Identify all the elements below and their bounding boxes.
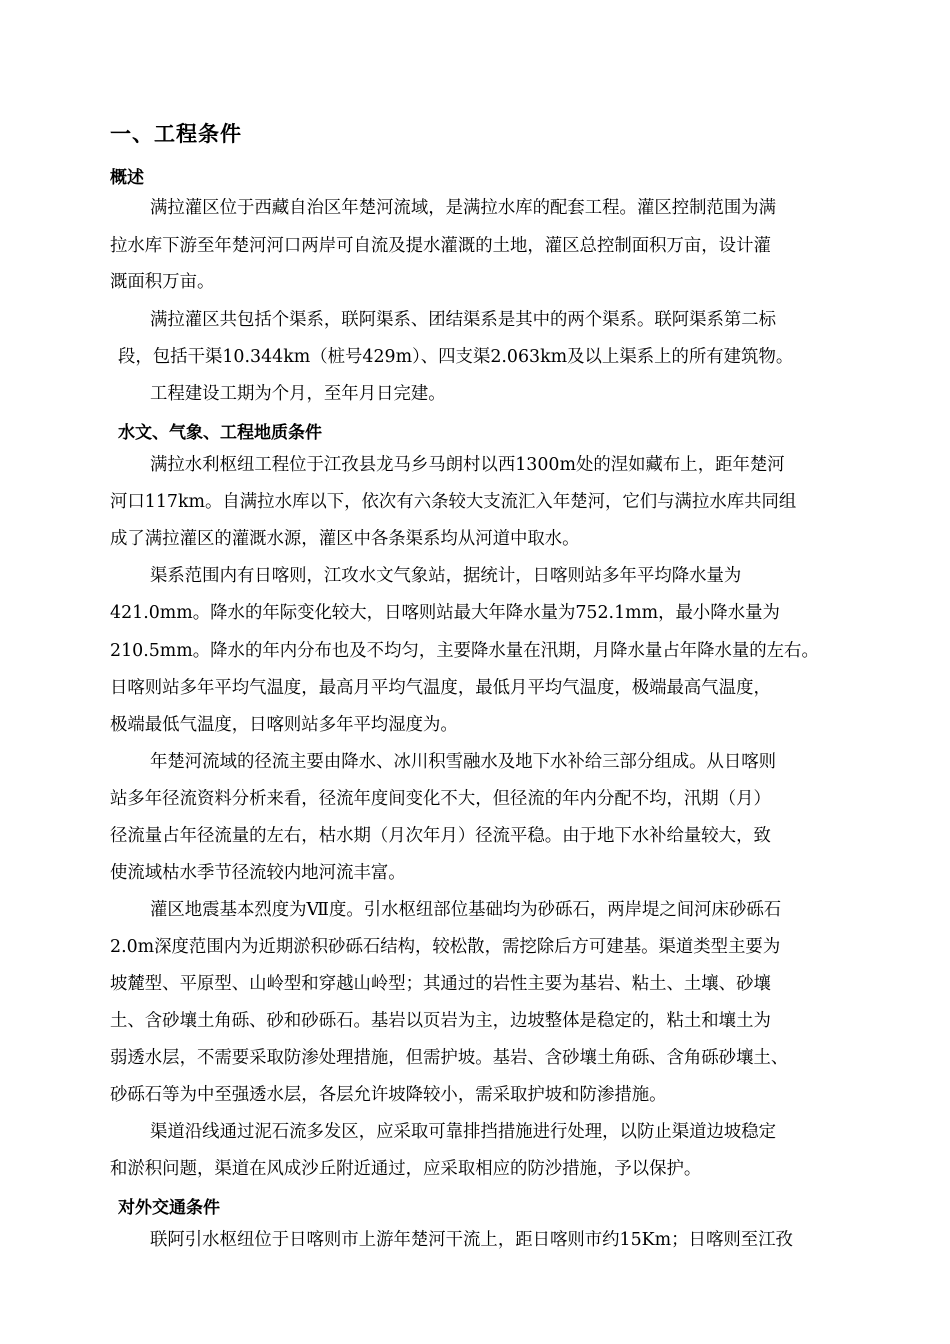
text-line: 坡麓型、平原型、山岭型和穿越山岭型；其通过的岩性主要为基岩、粘土、土壤、砂壤 xyxy=(110,974,771,994)
text-line: 砂砾石等为中至强透水层，各层允许坡降较小，需采取护坡和防渗措施。 xyxy=(110,1085,667,1105)
text-line: 年楚河流域的径流主要由降水、冰川积雪融水及地下水补给三部分组成。从日喀则 xyxy=(150,752,777,772)
text-line: 渠道沿线通过泥石流多发区，应采取可靠排挡措施进行处理，以防止渠道边坡稳定 xyxy=(150,1122,777,1142)
text-line: 工程建设工期为个月，至年月日完建。 xyxy=(150,384,446,404)
subheading-hydro: 水文、气象、工程地质条件 xyxy=(118,423,322,443)
text-line: 灌区地震基本烈度为Ⅶ度。引水枢纽部位基础均为砂砾石，两岸堤之间河床砂砾石 xyxy=(150,900,782,920)
text-line: 2.0m深度范围内为近期淤积砂砾石结构，较松散，需挖除后方可建基。渠道类型主要为 xyxy=(110,937,781,957)
text-line: 土、含砂壤土角砾、砂和砂砾石。基岩以页岩为主，边坡整体是稳定的，粘土和壤土为 xyxy=(110,1011,771,1031)
text-line: 段，包括干渠10.344km（桩号429m）、四支渠2.063km及以上渠系上的所有建筑物。 xyxy=(118,347,794,367)
text-line: 弱透水层，不需要采取防渗处理措施，但需护坡。基岩、含砂壤土角砾、含角砾砂壤土、 xyxy=(110,1048,789,1068)
text-line: 和淤积问题，渠道在风成沙丘附近通过，应采取相应的防沙措施，予以保护。 xyxy=(110,1159,702,1179)
text-line: 日喀则站多年平均气温度，最高月平均气温度，最低月平均气温度，极端最高气温度， xyxy=(110,678,771,698)
subheading-transport: 对外交通条件 xyxy=(118,1198,220,1218)
text-line: 径流量占年径流量的左右，枯水期（月次年月）径流平稳。由于地下水补给量较大，致 xyxy=(110,826,771,846)
text-line: 满拉水利枢纽工程位于江孜县龙马乡马朗村以西1300m处的涅如藏布上，距年楚河 xyxy=(150,455,785,475)
text-line: 使流域枯水季节径流较内地河流丰富。 xyxy=(110,863,406,883)
text-line: 联阿引水枢纽位于日喀则市上游年楚河干流上，距日喀则市约15Km；日喀则至江孜 xyxy=(150,1230,793,1250)
text-line: 210.5mm。降水的年内分布也及不均匀，主要降水量在汛期，月降水量占年降水量的左右。 xyxy=(110,641,819,661)
text-line: 成了满拉灌区的灌溉水源，灌区中各条渠系均从河道中取水。 xyxy=(110,529,580,549)
text-line: 421.0mm。降水的年际变化较大，日喀则站最大年降水量为752.1mm，最小降水量为 xyxy=(110,603,780,623)
subheading-overview: 概述 xyxy=(110,168,144,188)
text-line: 渠系范围内有日喀则，江攻水文气象站，据统计，日喀则站多年平均降水量为 xyxy=(150,566,742,586)
text-line: 满拉灌区共包括个渠系，联阿渠系、团结渠系是其中的两个渠系。联阿渠系第二标 xyxy=(150,310,777,330)
text-line: 满拉灌区位于西藏自治区年楚河流域，是满拉水库的配套工程。灌区控制范围为满 xyxy=(150,198,777,218)
text-line: 拉水库下游至年楚河河口两岸可自流及提水灌溉的土地，灌区总控制面积万亩，设计灌 xyxy=(110,236,771,256)
text-line: 溉面积万亩。 xyxy=(110,272,215,292)
text-line: 极端最低气温度，日喀则站多年平均湿度为。 xyxy=(110,715,458,735)
text-line: 河口117km。自满拉水库以下，依次有六条较大支流汇入年楚河，它们与满拉水库共同组 xyxy=(110,492,797,512)
text-line: 站多年径流资料分析来看，径流年度间变化不大，但径流的年内分配不均，汛期（月） xyxy=(110,789,771,809)
section-heading: 一、工程条件 xyxy=(110,122,242,146)
